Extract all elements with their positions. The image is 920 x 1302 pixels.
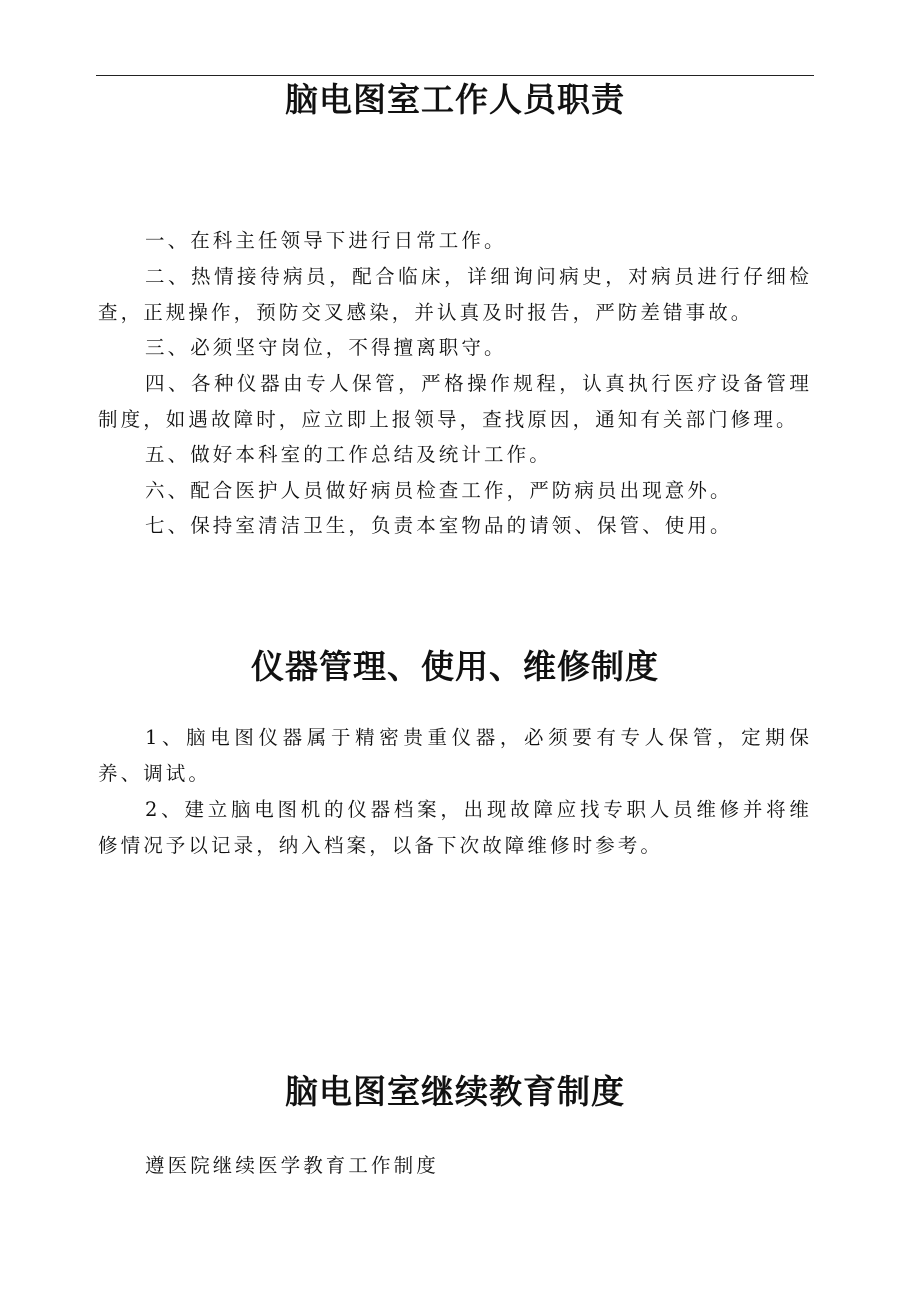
section-title: 仪器管理、使用、维修制度 — [251, 647, 659, 686]
list-item: 遵医院继续医学教育工作制度 — [145, 1154, 439, 1177]
section-title: 脑电图室继续教育制度 — [285, 1072, 625, 1111]
list-item: 四、各种仪器由专人保管，严格操作规程，认真执行医疗设备管理制度，如遇故障时，应立即上报领导，查找原因，通知有关部门修理。 — [98, 372, 812, 431]
list-item: 1、脑电图仪器属于精密贵重仪器，必须要有专人保管，定期保养、调试。 — [98, 726, 812, 785]
list-item: 二、热情接待病员，配合临床，详细询问病史，对病员进行仔细检查，正规操作，预防交叉感染，并认真及时报告，严防差错事故。 — [98, 265, 812, 324]
list-item: 六、配合医护人员做好病员检查工作，严防病员出现意外。 — [145, 479, 733, 502]
section-title: 脑电图室工作人员职责 — [285, 80, 625, 119]
list-item: 2、建立脑电图机的仪器档案，出现故障应找专职人员维修并将维修情况予以记录，纳入档案，以备下次故障维修时参考。 — [98, 798, 812, 857]
list-item: 五、做好本科室的工作总结及统计工作。 — [145, 443, 552, 466]
list-item: 一、在科主任领导下进行日常工作。 — [145, 229, 507, 252]
list-item: 七、保持室清洁卫生，负责本室物品的请领、保管、使用。 — [145, 514, 733, 537]
list-item: 三、必须坚守岗位，不得擅离职守。 — [145, 336, 507, 359]
